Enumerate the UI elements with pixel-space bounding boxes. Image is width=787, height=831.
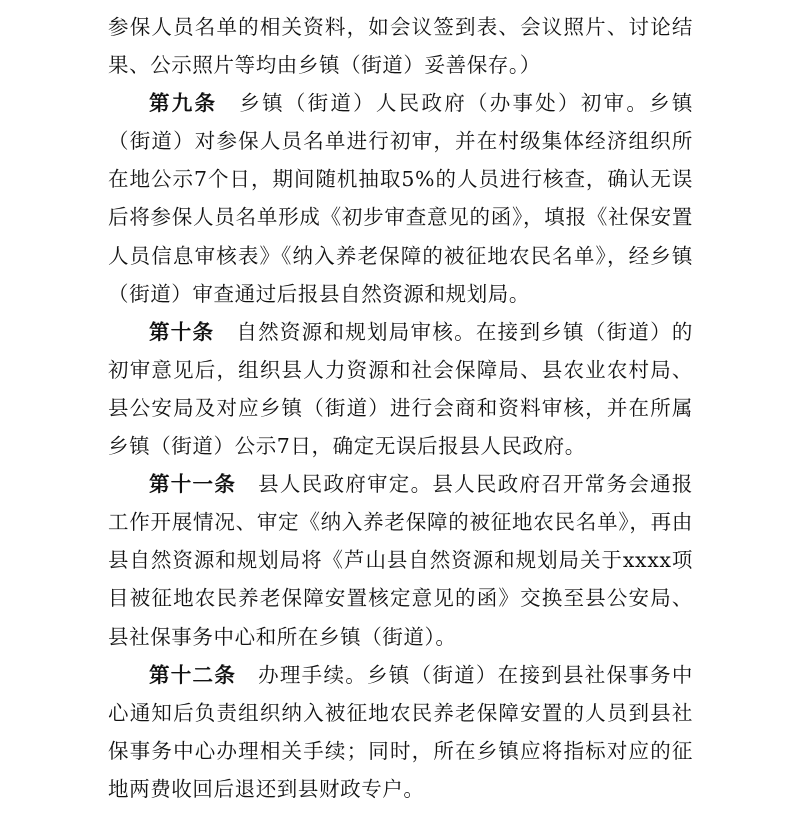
paragraph-text: 乡镇（街道）人民政府（办事处）初审。乡镇（街道）对参保人员名单进行初审，并在村级集体经济组织所在地公示7个日，期间随机抽取5%的人员进行核查，确认无误后将参保人员名单形成《初步审查意见的函》，填报《社保安置人员信息审核表》《纳入养老保障的被征地农民名单》，经乡镇（街道）审查通过后报县自然资源和规划局。 [108, 91, 693, 306]
article-9 [108, 84, 693, 313]
article-12 [108, 656, 693, 808]
article-11 [108, 465, 693, 655]
document-body [108, 8, 693, 808]
paragraph-text: 参保人员名单的相关资料，如会议签到表、会议照片、讨论结果、公示照片等均由乡镇（街道）妥善保存。） [108, 15, 693, 78]
article-10 [108, 313, 693, 465]
paragraph-text: 自然资源和规划局审核。在接到乡镇（街道）的初审意见后，组织县人力资源和社会保障局、县农业农村局、县公安局及对应乡镇（街道）进行会商和资料审核，并在所属乡镇（街道）公示7日，确定无误后报县人民政府。 [108, 319, 693, 459]
article-heading: 第十二条 [149, 662, 237, 687]
article-heading: 第十条 [149, 319, 215, 344]
article-heading: 第九条 [149, 91, 218, 116]
paragraph-text: 办理手续。乡镇（街道）在接到县社保事务中心通知后负责组织纳入被征地农民养老保障安置的人员到县社保事务中心办理相关手续；同时，所在乡镇应将指标对应的征地两费收回后退还到县财政专户。 [108, 662, 694, 801]
paragraph-text: 县人民政府审定。县人民政府召开常务会通报工作开展情况、审定《纳入养老保障的被征地农民名单》，再由县自然资源和规划局将《芦山县自然资源和规划局关于xxxx项目被征地农民养老保障安置核定意见的函》交换至县公安局、县社保事务中心和所在乡镇（街道）。 [108, 472, 694, 649]
article-heading: 第十一条 [149, 472, 237, 497]
paragraph-continuation [108, 8, 693, 84]
